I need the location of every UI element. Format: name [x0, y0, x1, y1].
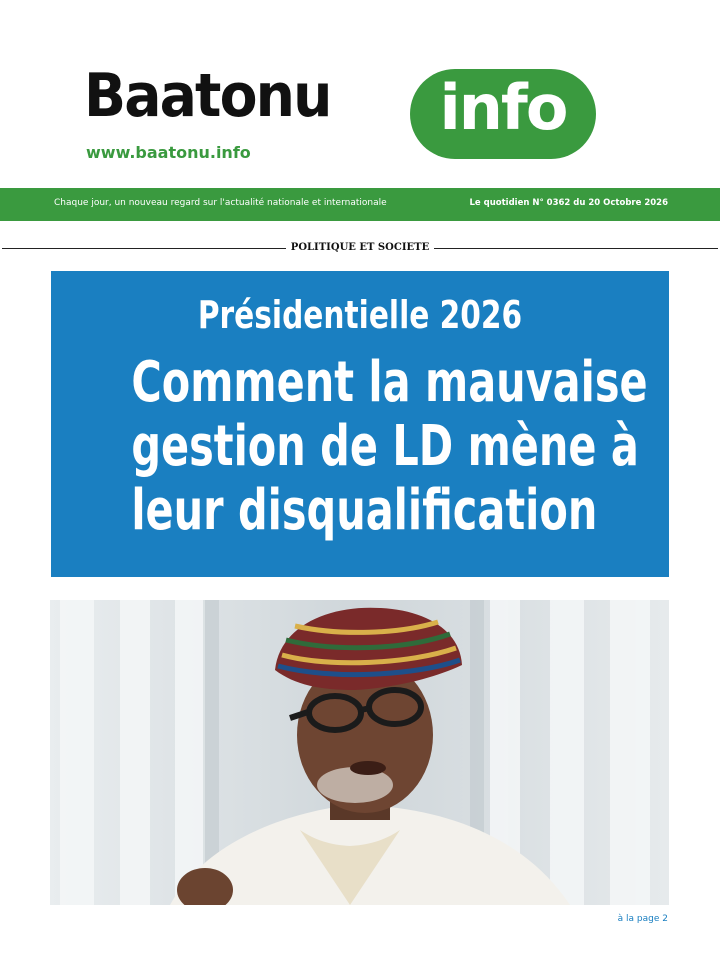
rubric-rule-left	[2, 248, 286, 249]
site-url-link[interactable]: www.baatonu.info	[86, 143, 251, 162]
portrait-photo-icon	[50, 600, 669, 905]
lead-photo[interactable]	[50, 600, 669, 905]
logo-pill	[410, 69, 596, 159]
issue-info: Le quotidien N° 0362 du 20 Octobre 2026	[469, 198, 668, 208]
masthead	[0, 0, 720, 188]
headline-line-3: leur disqualification	[131, 478, 598, 543]
headline-line-2: gestion de LD mène à	[131, 414, 639, 479]
logo-wordmark: Baatonu	[84, 61, 331, 131]
logo-pill-text: info	[439, 71, 567, 144]
kicker: Présidentielle 2026	[197, 293, 523, 337]
tagline: Chaque jour, un nouveau regard sur l'actualité nationale et internationale	[54, 198, 387, 208]
tagline-band	[0, 188, 720, 221]
section-rubric: POLITIQUE ET SOCIETE	[290, 242, 430, 253]
rubric-rule-right	[434, 248, 718, 249]
headline-line-1: Comment la mauvaise	[131, 350, 648, 415]
page-reference-link[interactable]: à la page 2	[617, 914, 668, 924]
headline[interactable]	[131, 350, 648, 543]
headline-box	[51, 271, 669, 577]
